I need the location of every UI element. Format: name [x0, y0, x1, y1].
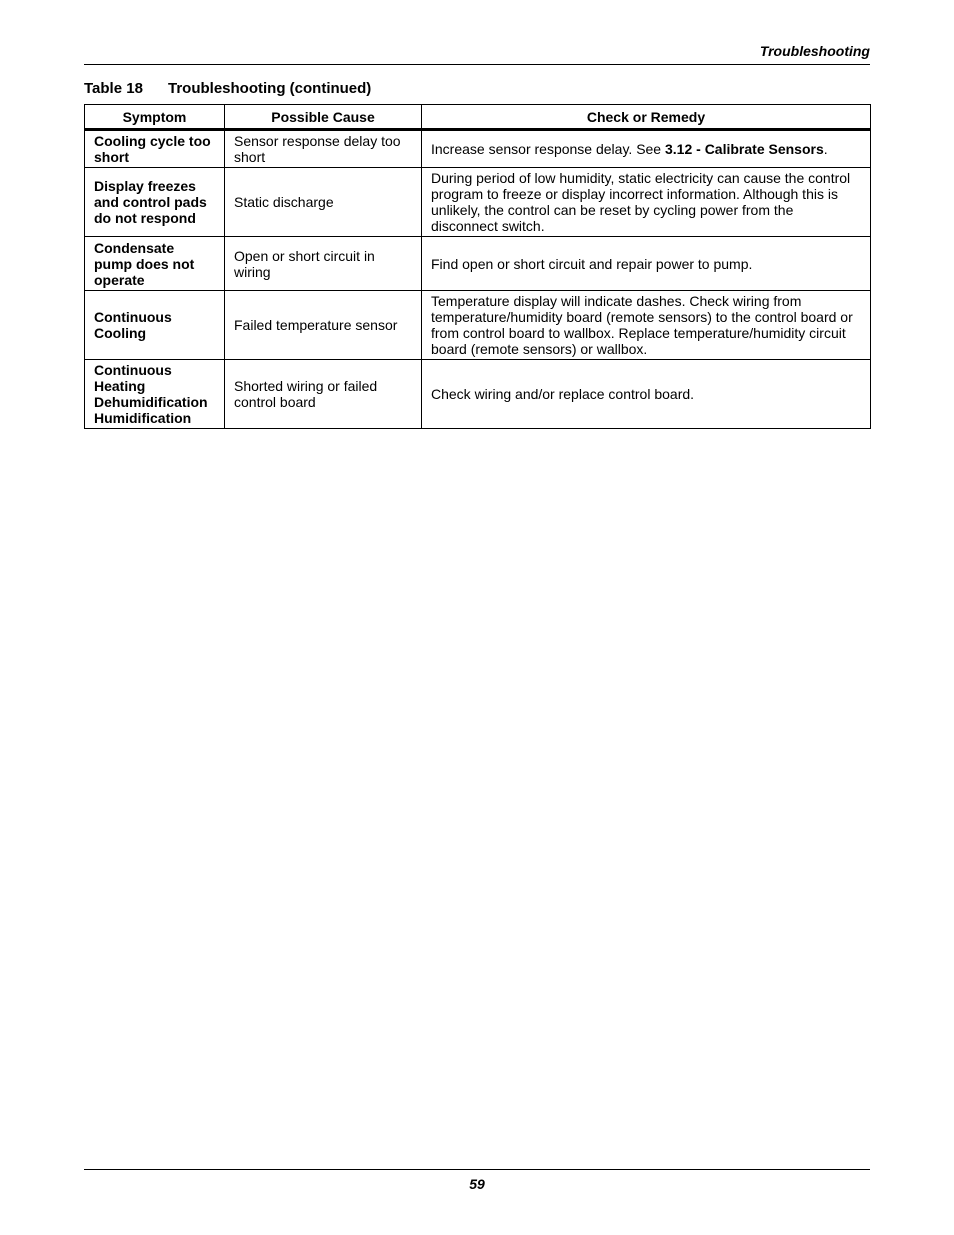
table-caption [84, 80, 371, 97]
remedy-cell: During period of low humidity, static electricity can cause the control program to freeze or display incorrect information. Although this is unlikely, the control can be reset by cycling power from the disconnect switch. [422, 168, 871, 237]
column-header-possible-cause: Possible Cause [225, 105, 422, 130]
table-number: Table 18 [84, 80, 143, 97]
page-number: 59 [469, 1176, 485, 1192]
symptom-line: Dehumidification [94, 394, 208, 410]
table-row [85, 360, 871, 429]
column-header-check-or-remedy: Check or Remedy [422, 105, 871, 130]
symptom-cell: Continuous Cooling [85, 291, 225, 360]
symptom-line: Heating [94, 378, 146, 394]
table-row [85, 237, 871, 291]
table-header-row [85, 105, 871, 130]
cause-cell: Static discharge [225, 168, 422, 237]
remedy-text-end: . [823, 141, 828, 157]
troubleshooting-table [84, 104, 871, 429]
symptom-cell: Condensate pump does not operate [85, 237, 225, 291]
cause-cell: Sensor response delay too short [225, 130, 422, 168]
column-header-symptom: Symptom [85, 105, 225, 130]
symptom-line: Humidification [94, 410, 192, 426]
remedy-cell [422, 130, 871, 168]
section-reference: 3.12 - Calibrate Sensors [665, 141, 824, 157]
cause-cell: Open or short circuit in wiring [225, 237, 422, 291]
symptom-cell [85, 360, 225, 429]
table-title: Troubleshooting (continued) [168, 80, 372, 97]
cause-cell: Failed temperature sensor [225, 291, 422, 360]
remedy-cell: Temperature display will indicate dashes. Check wiring from temperature/humidity board (remote sensors) to the control board or from control board to wallbox. Replace temperature/humidity circuit board (remote sensors) or wallbox. [422, 291, 871, 360]
table-row [85, 168, 871, 237]
remedy-text: Increase sensor response delay. See [431, 141, 665, 157]
symptom-cell: Display freezes and control pads do not respond [85, 168, 225, 237]
remedy-cell: Check wiring and/or replace control board. [422, 360, 871, 429]
cause-cell: Shorted wiring or failed control board [225, 360, 422, 429]
table-row [85, 130, 871, 168]
symptom-cell: Cooling cycle too short [85, 130, 225, 168]
header-rule [84, 64, 870, 65]
remedy-cell: Find open or short circuit and repair power to pump. [422, 237, 871, 291]
symptom-line: Continuous [94, 362, 172, 378]
table-row [85, 291, 871, 360]
footer-rule [84, 1169, 870, 1170]
running-header-title: Troubleshooting [759, 43, 870, 59]
